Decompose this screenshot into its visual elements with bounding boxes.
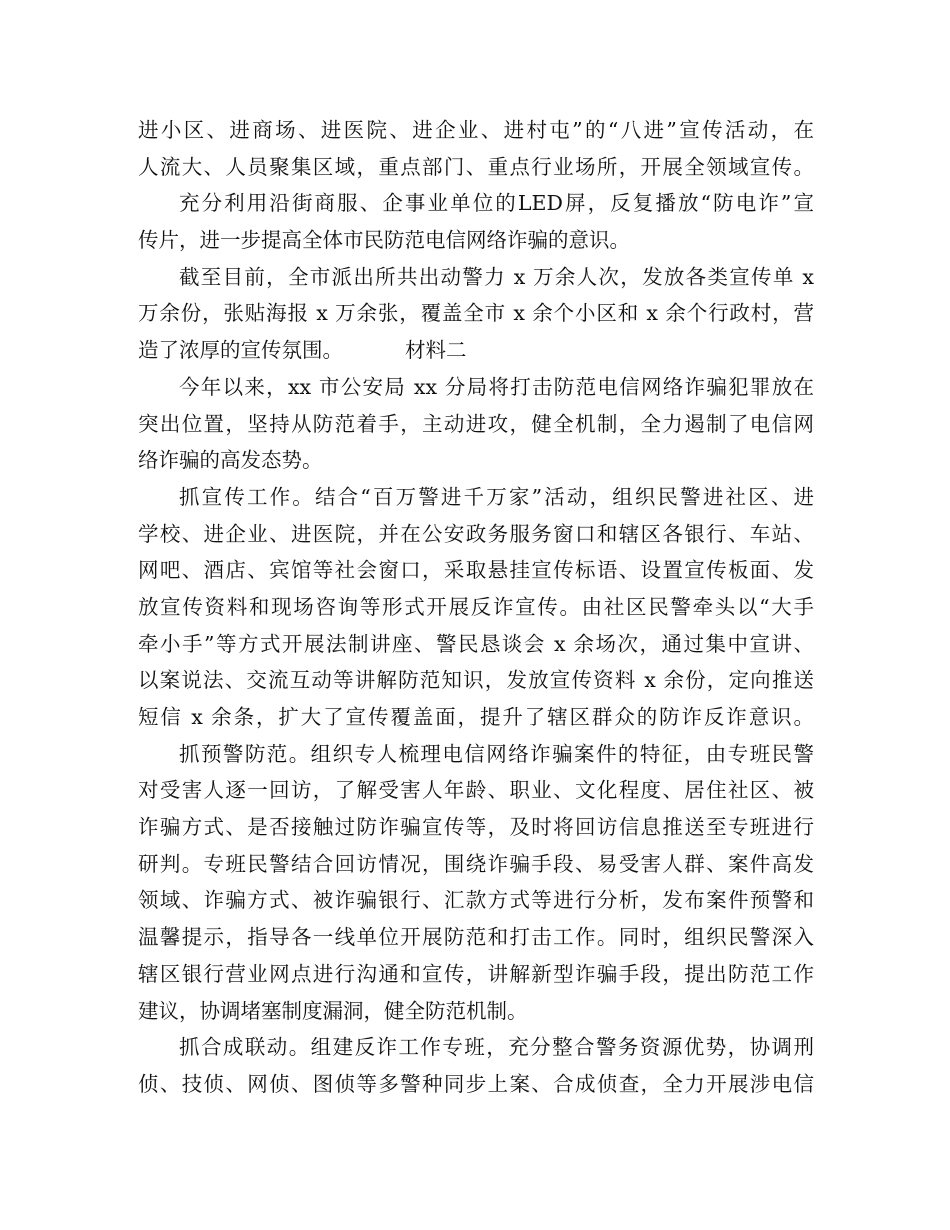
line-text: 今年以来，xx 市公安局 xx 分局将打击防范电信网络诈骗犯罪放在	[179, 374, 814, 399]
text-line	[138, 956, 814, 993]
line-text: 领域、诈骗方式、被诈骗银行、汇款方式等进行分析，发布案件预警和	[138, 888, 814, 913]
line-text: 诈骗方式、是否接触过防诈骗宣传等，及时将回访信息推送至专班进行	[138, 815, 814, 840]
line-text: 络诈骗的高发态势。	[138, 448, 323, 473]
line-text: 牵小手”等方式开展法制讲座、警民恳谈会 x 余场次，通过集中宣讲、	[138, 631, 814, 656]
line-text: 抓宣传工作。结合“百万警进千万家”活动，组织民警进社区、进	[179, 484, 814, 509]
text-line	[138, 185, 814, 222]
text-line	[138, 882, 814, 919]
line-text: 截至目前，全市派出所共出动警力 x 万余人次，发放各类宣传单 x	[179, 264, 814, 289]
line-text: 以案说法、交流互动等讲解防范知识，发放宣传资料 x 余份，定向推送	[138, 668, 814, 693]
line-text: 短信 x 余条，扩大了宣传覆盖面，提升了辖区群众的防诈反诈意识。	[138, 705, 814, 729]
text-line	[138, 993, 814, 1030]
line-text: 突出位置，坚持从防范着手，主动进攻，健全机制，全力遏制了电信网	[138, 411, 814, 436]
line-text: 辖区银行营业网点进行沟通和宣传，讲解新型诈骗手段，提出防范工作	[138, 961, 814, 986]
text-line	[138, 626, 814, 663]
line-text: 建议，协调堵塞制度漏洞，健全防范机制。	[138, 998, 528, 1023]
text-line	[138, 406, 814, 443]
text-line	[138, 516, 814, 553]
line-text: 人流大、人员聚集区域，重点部门、重点行业场所，开展全领域宣传。	[138, 154, 814, 179]
text-line	[138, 112, 814, 149]
line-text: 充分利用沿街商服、企事业单位的LED屏，反复播放“防电诈”宣	[179, 191, 814, 216]
text-line	[138, 919, 814, 956]
text-line	[138, 589, 814, 626]
line-text: 造了浓厚的宣传氛围。	[138, 338, 343, 363]
text-line	[138, 772, 814, 809]
line-text: 研判。专班民警结合回访情况，围绕诈骗手段、易受害人群、案件高发	[138, 851, 814, 876]
line-text: 对受害人逐一回访，了解受害人年龄、职业、文化程度、居住社区、被	[138, 778, 814, 803]
line-text: 侦、技侦、网侦、图侦等多警种同步上案、合成侦查，全力开展涉电信	[138, 1071, 814, 1096]
text-line	[138, 295, 814, 332]
text-line	[138, 809, 814, 846]
line-text: 进小区、进商场、进医院、进企业、进村屯”的“八进”宣传活动，在	[138, 118, 814, 142]
text-line	[138, 479, 814, 516]
section-heading: 材料二	[405, 338, 467, 363]
line-text: 抓预警防范。组织专人梳理电信网络诈骗案件的特征，由专班民警	[179, 741, 814, 766]
text-line	[138, 552, 814, 589]
text-line	[138, 736, 814, 773]
line-text: 学校、进企业、进医院，并在公安政务服务窗口和辖区各银行、车站、	[138, 521, 814, 546]
line-text: 网吧、酒店、宾馆等社会窗口，采取悬挂宣传标语、设置宣传板面、发	[138, 558, 814, 583]
line-text: 万余份，张贴海报 x 万余张，覆盖全市 x 余个小区和 x 余个行政村，营	[138, 301, 814, 326]
text-line	[138, 442, 814, 479]
text-line	[138, 222, 814, 259]
text-line	[138, 149, 814, 186]
line-text: 传片，进一步提高全体市民防范电信网络诈骗的意识。	[138, 228, 630, 253]
text-line	[138, 369, 814, 406]
text-line	[138, 846, 814, 883]
text-line	[138, 1066, 814, 1103]
text-line	[138, 332, 814, 369]
line-text: 抓合成联动。组建反诈工作专班，充分整合警务资源优势，协调刑	[179, 1035, 814, 1060]
line-text: 温馨提示，指导各一线单位开展防范和打击工作。同时，组织民警深入	[138, 925, 814, 950]
text-line	[138, 699, 814, 736]
text-line	[138, 662, 814, 699]
line-text: 放宣传资料和现场咨询等形式开展反诈宣传。由社区民警牵头以“大手	[138, 594, 814, 619]
text-line	[138, 259, 814, 296]
text-line	[138, 1029, 814, 1066]
document-page	[138, 112, 814, 1103]
